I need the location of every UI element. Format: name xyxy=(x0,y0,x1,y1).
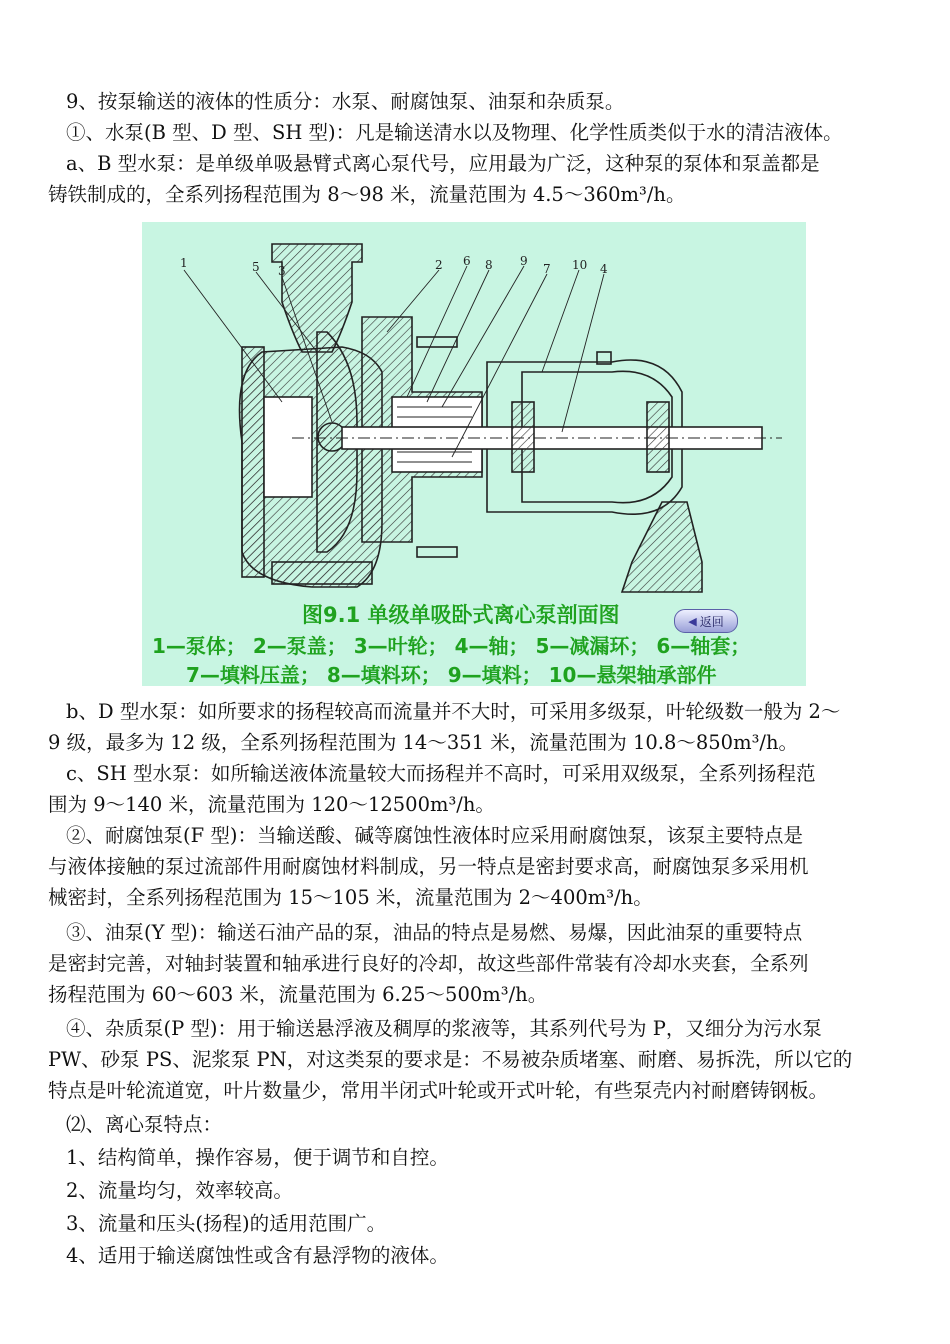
part-label-3: 3 xyxy=(278,264,286,278)
paragraph-water-pump xyxy=(48,117,926,148)
text-line: 2、流量均匀，效率较高。 xyxy=(66,1179,293,1202)
pump-cross-section-figure xyxy=(142,222,806,686)
part-label-9: 9 xyxy=(520,254,528,268)
text-line: 1、结构简单，操作容易，便于调节和自控。 xyxy=(66,1146,449,1169)
feature-item-2 xyxy=(48,1175,926,1206)
figure-legend-line1: 1—泵体； 2—泵盖； 3—叶轮； 4—轴； 5—减漏环； 6—轴套； xyxy=(152,634,751,658)
feature-item-3 xyxy=(48,1208,926,1239)
text-line: 9 级，最多为 12 级，全系列扬程范围为 14～351 米，流量范围为 10.8～850m³/h。 xyxy=(48,731,799,754)
section-heading-features xyxy=(48,1109,926,1140)
text-line: b、D 型水泵：如所要求的扬程较高而流量并不大时，可采用多级泵，叶轮级数一般为 2～ xyxy=(66,700,841,723)
text-line: a、B 型水泵：是单级单吸悬臂式离心泵代号，应用最为广泛，这种泵的泵体和泵盖都是 xyxy=(66,152,820,175)
paragraph-impurity-pump xyxy=(48,1013,908,1106)
text-line: 铸铁制成的，全系列扬程范围为 8～98 米，流量范围为 4.5～360m³/h。 xyxy=(48,183,686,206)
part-label-7: 7 xyxy=(543,262,551,276)
text-line: ②、耐腐蚀泵(F 型)：当输送酸、碱等腐蚀性液体时应采用耐腐蚀泵，该泵主要特点是 xyxy=(66,824,803,847)
text-line: 是密封完善，对轴封装置和轴承进行良好的冷却，故这些部件常装有冷却水夹套，全系列 xyxy=(48,952,809,975)
paragraph-oil-pump xyxy=(48,917,908,1010)
text-line: ①、水泵(B 型、D 型、SH 型)：凡是输送清水以及物理、化学性质类似于水的清洁液体。 xyxy=(66,121,843,144)
text-line: 与液体接触的泵过流部件用耐腐蚀材料制成，另一特点是密封要求高，耐腐蚀泵多采用机 xyxy=(48,855,809,878)
feature-item-1 xyxy=(48,1142,926,1173)
paragraph-sh-type xyxy=(48,758,908,820)
paragraph-classification xyxy=(48,86,926,117)
text-line: 围为 9～140 米，流量范围为 120～12500m³/h。 xyxy=(48,793,495,816)
feature-item-4 xyxy=(48,1240,926,1271)
paragraph-b-type xyxy=(48,148,908,210)
text-line: 3、流量和压头(扬程)的适用范围广。 xyxy=(66,1212,387,1235)
part-label-4: 4 xyxy=(600,262,608,276)
pump-drawing xyxy=(142,222,806,602)
text-line: ③、油泵(Y 型)：输送石油产品的泵，油品的特点是易燃、易爆，因此油泵的重要特点 xyxy=(66,921,803,944)
paragraph-d-type xyxy=(48,696,908,758)
paragraph-corrosion-pump xyxy=(48,820,908,913)
text-line: 特点是叶轮流道宽，叶片数量少，常用半闭式叶轮或开式叶轮，有些泵壳内衬耐磨铸钢板。 xyxy=(48,1079,829,1102)
text-line: c、SH 型水泵：如所输送液体流量较大而扬程并不高时，可采用双级泵，全系列扬程范 xyxy=(66,762,816,785)
part-label-6: 6 xyxy=(463,254,471,268)
text-line: 扬程范围为 60～603 米，流量范围为 6.25～500m³/h。 xyxy=(48,983,548,1006)
text-line: ④、杂质泵(P 型)：用于输送悬浮液及稠厚的浆液等，其系列代号为 P，又细分为污水泵 xyxy=(66,1017,822,1040)
part-label-5: 5 xyxy=(252,260,260,274)
part-label-8: 8 xyxy=(485,258,493,272)
text-line: 9、按泵输送的液体的性质分：水泵、耐腐蚀泵、油泵和杂质泵。 xyxy=(66,90,625,113)
part-label-1: 1 xyxy=(180,256,188,270)
text-line: 4、适用于输送腐蚀性或含有悬浮物的液体。 xyxy=(66,1244,449,1267)
text-line: ⑵、离心泵特点： xyxy=(66,1113,223,1136)
text-line: PW、砂泵 PS、泥浆泵 PN，对这类泵的要求是：不易被杂质堵塞、耐磨、易拆洗，所以它的 xyxy=(48,1048,853,1071)
part-label-2: 2 xyxy=(435,258,443,272)
figure-legend-line2: 7—填料压盖； 8—填料环； 9—填料； 10—悬架轴承部件 xyxy=(186,663,717,686)
part-label-10: 10 xyxy=(572,258,588,272)
back-button-label: 返回 xyxy=(699,614,724,629)
figure-title: 图9.1 单级单吸卧式离心泵剖面图 xyxy=(302,603,620,627)
back-arrow-icon: ◀ xyxy=(688,614,697,628)
text-line: 械密封，全系列扬程范围为 15～105 米，流量范围为 2～400m³/h。 xyxy=(48,886,653,909)
